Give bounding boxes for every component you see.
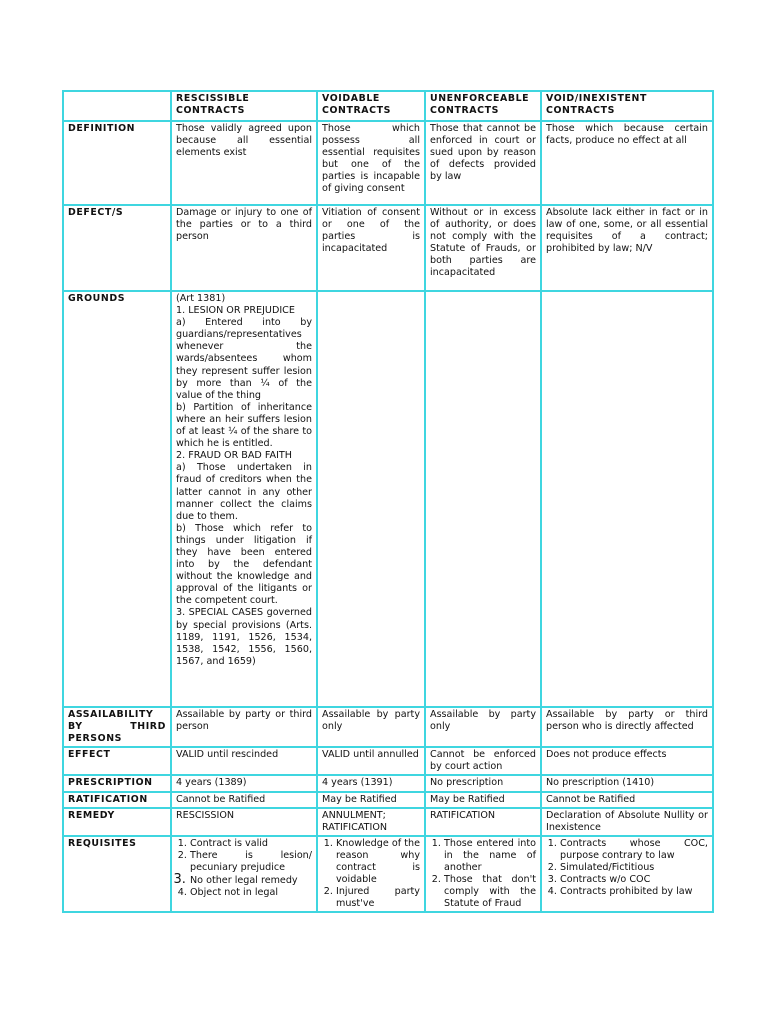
grounds-unenforceable [425,291,541,707]
list-item [190,874,312,887]
remedy-rescissible: RESCISSION [171,808,317,836]
grounds-voidable [317,291,425,707]
row-label-effect: EFFECT [63,747,171,775]
grounds-line: b) Those which refer to things under litigation if they have been entered into by the defendant without the knowledge and approval of the litigants or the competent court. [176,522,312,607]
requisites-rescissible [171,836,317,913]
list-item: 1. Those entered into in the name of another [444,838,536,874]
remedy-voidable: ANNULMENT; RATIFICATION [317,808,425,836]
assailability-unenforceable: Assailable by party only [425,707,541,747]
requisites-unenforceable [425,836,541,913]
list-item: 2. Those that don't comply with the Statute of Fraud [444,874,536,910]
definition-rescissible: Those validly agreed upon because all essential elements exist [171,121,317,205]
requisites-rescissible-list [176,838,312,899]
assailability-void: Assailable by party or third person who is directly affected [541,707,713,747]
prescription-void: No prescription (1410) [541,775,713,791]
header-rescissible: RESCISSIBLE CONTRACTS [171,91,317,121]
row-ratification [63,792,713,808]
row-label-remedy: REMEDY [63,808,171,836]
row-requisites [63,836,713,913]
requisites-void-list [546,838,708,898]
row-grounds [63,291,713,707]
prescription-unenforceable: No prescription [425,775,541,791]
requisites-unenforceable-list [430,838,536,911]
ratification-void: Cannot be Ratified [541,792,713,808]
remedy-unenforceable: RATIFICATION [425,808,541,836]
row-label-definition: DEFINITION [63,121,171,205]
header-void: VOID/INEXISTENT CONTRACTS [541,91,713,121]
grounds-line: a) Entered into by guardians/representatives whenever the wards/absentees whom they represent suffer lesion by more than ¼ of the value of the thing [176,317,312,401]
row-label-grounds: GROUNDS [63,291,171,707]
grounds-line: 3. SPECIAL CASES governed by special provisions (Arts. 1189, 1191, 1526, 1534, 1538, 1542, 1556, 1560, 1567, and 1659) [176,607,312,667]
list-item: 3. Contracts w/o COC [560,874,708,886]
definition-voidable: Those which possess all essential requisites but one of the parties is incapable of giving consent [317,121,425,205]
definition-void: Those which because certain facts, produce no effect at all [541,121,713,205]
header-row [63,91,713,121]
defects-void: Absolute lack either in fact or in law of one, some, or all essential requisites of a contract; prohibited by law; N/V [541,205,713,291]
row-prescription [63,775,713,791]
requisites-voidable [317,836,425,913]
prescription-rescissible: 4 years (1389) [171,775,317,791]
list-item: 4. Object not in legal [190,887,312,899]
grounds-line: 2. FRAUD OR BAD FAITH [176,450,292,462]
grounds-line: b) Partition of inheritance where an heir suffers lesion of at least ¼ of the share to which he is entitled. [176,401,312,450]
row-label-defects: DEFECT/S [63,205,171,291]
effect-rescissible: VALID until rescinded [171,747,317,775]
defects-voidable: Vitiation of consent or one of the parties is incapacitated [317,205,425,291]
list-item: 4. Contracts prohibited by law [560,886,708,898]
list-item-text: No other legal remedy [190,875,298,887]
list-item: 2. There is lesion/ pecuniary prejudice [190,850,312,874]
ratification-rescissible: Cannot be Ratified [171,792,317,808]
row-label-requisites: REQUISITES [63,836,171,913]
list-item: 1. Contracts whose COC, purpose contrary to law [560,838,708,862]
definition-unenforceable: Those that cannot be enforced in court or sued upon by reason of defects provided by law [425,121,541,205]
grounds-line: (Art 1381) [176,293,226,304]
row-label-ratification: RATIFICATION [63,792,171,808]
ratification-unenforceable: May be Ratified [425,792,541,808]
effect-voidable: VALID until annulled [317,747,425,775]
grounds-void [541,291,713,707]
requisites-void [541,836,713,913]
list-item: 1. Knowledge of the reason why contract is voidable [336,838,420,886]
requisites-voidable-list [322,838,420,911]
prescription-voidable: 4 years (1391) [317,775,425,791]
defects-unenforceable: Without or in excess of authority, or does not comply with the Statute of Frauds, or both parties are incapacitated [425,205,541,291]
effect-void: Does not produce effects [541,747,713,775]
row-remedy [63,808,713,836]
grounds-line: 1. LESION OR PREJUDICE [176,305,295,317]
assailability-rescissible: Assailable by party or third person [171,707,317,747]
remedy-void: Declaration of Absolute Nullity or Inexistence [541,808,713,836]
grounds-rescissible [171,291,317,707]
row-defects [63,205,713,291]
row-effect [63,747,713,775]
row-label-prescription: PRESCRIPTION [63,775,171,791]
grounds-line: a) Those undertaken in fraud of creditors when the latter cannot in any other manner collect the claims due to them. [176,462,312,522]
contracts-comparison-table [62,90,714,913]
row-definition [63,121,713,205]
defects-rescissible: Damage or injury to one of the parties or to a third person [171,205,317,291]
list-item: 1. Contract is valid [190,838,312,850]
header-voidable: VOIDABLE CONTRACTS [317,91,425,121]
assailability-voidable: Assailable by party only [317,707,425,747]
ratification-voidable: May be Ratified [317,792,425,808]
list-item: 2. Injured party must've [336,886,420,910]
header-cell-empty [63,91,171,121]
row-assailability [63,707,713,747]
effect-unenforceable: Cannot be enforced by court action [425,747,541,775]
list-item: 2. Simulated/Fictitious [560,862,708,874]
row-label-assailability: ASSAILABILITY BY THIRD PERSONS [63,707,171,747]
header-unenforceable: UNENFORCEABLE CONTRACTS [425,91,541,121]
